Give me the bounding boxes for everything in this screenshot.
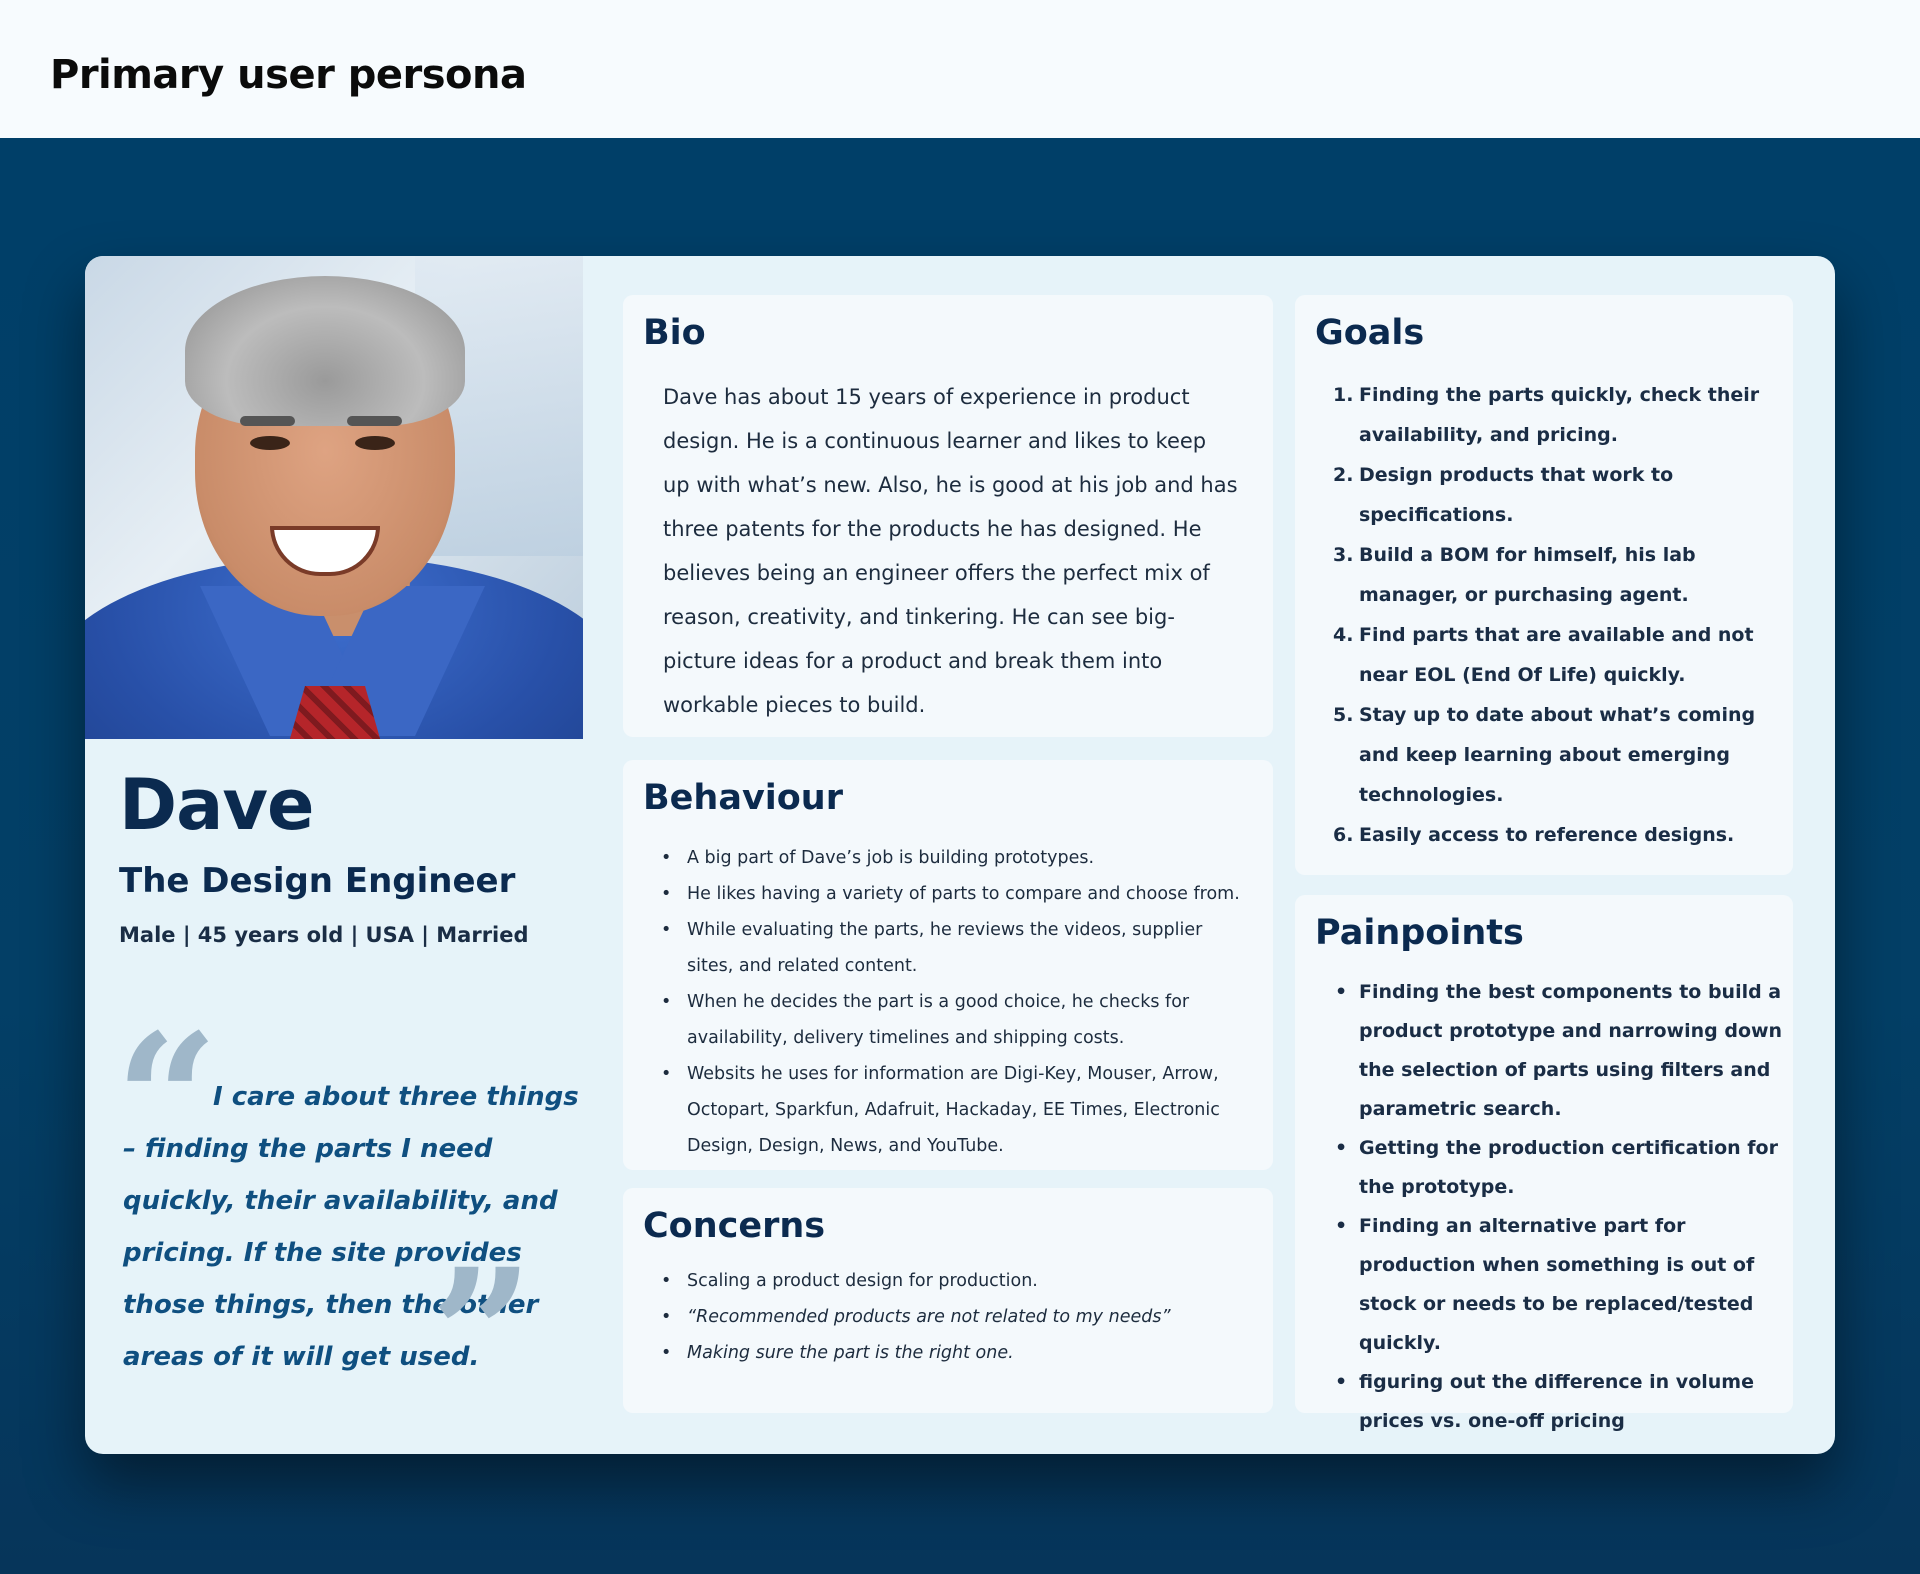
list-item xyxy=(1315,615,1785,695)
list-item: • A big part of Dave’s job is building prototypes. xyxy=(661,840,1246,876)
persona-card xyxy=(85,256,1835,1454)
list-number: 1. xyxy=(1333,384,1354,406)
header-bar xyxy=(0,0,1920,138)
list-item: • Finding the best components to build a product prototype and narrowing down the selection of parts using filters and parametric search. xyxy=(1315,973,1785,1129)
persona-photo xyxy=(85,256,583,739)
persona-name: Dave xyxy=(119,764,314,846)
list-item xyxy=(1315,535,1785,615)
list-item xyxy=(1315,375,1785,455)
close-quote-icon: ” xyxy=(430,1230,534,1441)
list-item: • Making sure the part is the right one. xyxy=(661,1335,1246,1371)
painpoints-list xyxy=(1315,973,1785,1441)
list-item xyxy=(1315,455,1785,535)
list-number: 4. xyxy=(1333,624,1354,646)
list-item xyxy=(1315,695,1785,815)
list-number: 3. xyxy=(1333,544,1354,566)
behaviour-heading: Behaviour xyxy=(643,778,843,818)
list-item: • When he decides the part is a good choice, he checks for availability, delivery timelines and shipping costs. xyxy=(661,984,1246,1056)
persona-role: The Design Engineer xyxy=(119,861,516,901)
list-item xyxy=(1315,815,1785,855)
list-item: • He likes having a variety of parts to compare and choose from. xyxy=(661,876,1246,912)
persona-demographics: Male | 45 years old | USA | Married xyxy=(119,923,529,947)
painpoints-panel xyxy=(1295,895,1793,1432)
bio-text: Dave has about 15 years of experience in product design. He is a continuous learner and likes to keep up with what’s new. Also, he is good at his job and has three patents for the products he has designed. He believes being an engineer offers the perfect mix of reason, creativity, and tinkering. He can see big-picture ideas for a product and break them into workable pieces to build. xyxy=(663,385,1238,717)
list-item: • figuring out the difference in volume prices vs. one-off pricing xyxy=(1315,1363,1785,1441)
list-number: 2. xyxy=(1333,464,1354,486)
list-item: • While evaluating the parts, he reviews the videos, supplier sites, and related content. xyxy=(661,912,1246,984)
concerns-heading: Concerns xyxy=(643,1206,826,1246)
behaviour-list xyxy=(661,840,1246,1164)
list-text: Finding the parts quickly, check their availability, and pricing. xyxy=(1359,384,1760,446)
open-quote-icon: “ xyxy=(115,995,219,1206)
list-text: Design products that work to specifications. xyxy=(1359,464,1674,526)
list-item: • Websits he uses for information are Digi-Key, Mouser, Arrow, Octopart, Sparkfun, Adafruit, Hackaday, EE Times, Electronic Design, Design, News, and YouTube. xyxy=(661,1056,1246,1164)
painpoints-heading: Painpoints xyxy=(1315,913,1524,953)
list-item: • Scaling a product design for production. xyxy=(661,1263,1246,1299)
list-number: 5. xyxy=(1333,704,1354,726)
concerns-list xyxy=(661,1263,1246,1371)
concerns-panel xyxy=(623,1188,1273,1413)
list-text: Build a BOM for himself, his lab manager, or purchasing agent. xyxy=(1359,544,1696,606)
list-number: 6. xyxy=(1333,824,1354,846)
bio-panel xyxy=(623,295,1273,737)
goals-list xyxy=(1315,375,1785,855)
list-text: Find parts that are available and not near EOL (End Of Life) quickly. xyxy=(1359,624,1754,686)
goals-heading: Goals xyxy=(1315,313,1425,353)
list-item: • Finding an alternative part for production when something is out of stock or needs to be replaced/tested quickly. xyxy=(1315,1207,1785,1363)
bio-heading: Bio xyxy=(643,313,706,353)
list-text: Easily access to reference designs. xyxy=(1359,824,1735,846)
list-item: • “Recommended products are not related to my needs” xyxy=(661,1299,1246,1335)
list-text: Stay up to date about what’s coming and keep learning about emerging technologies. xyxy=(1359,704,1756,806)
list-item: • Getting the production certification for the prototype. xyxy=(1315,1129,1785,1207)
behaviour-panel xyxy=(623,760,1273,1170)
goals-panel xyxy=(1295,295,1793,875)
page-title: Primary user persona xyxy=(50,52,527,98)
persona-quote: I care about three things – finding the parts I need quickly, their availability, and pricing. If the site provides those things, then the other areas of it will get used. xyxy=(123,1082,579,1372)
